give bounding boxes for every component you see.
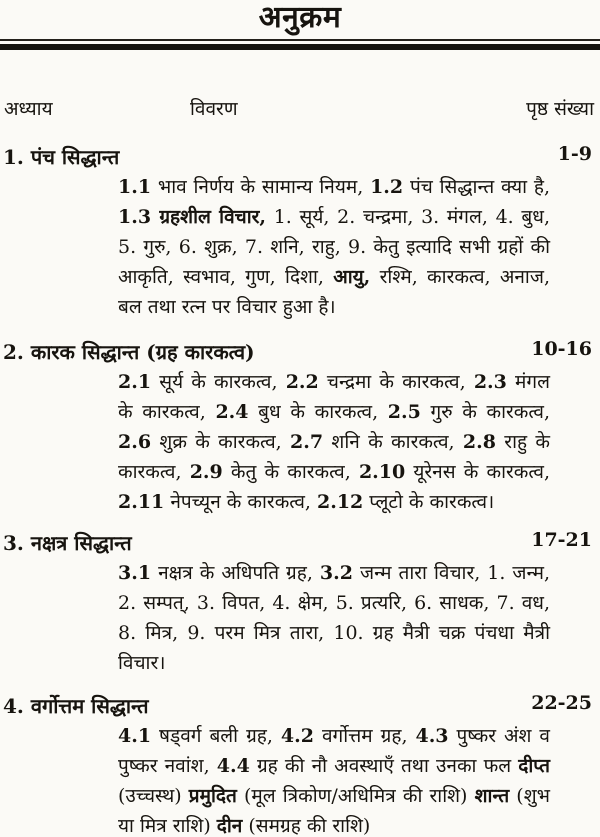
toc-entry bbox=[0, 143, 600, 322]
entry-description: 4.1 षड्वर्ग बली ग्रह, 4.2 वर्गोत्तम ग्रह, 4.3 पुष्कर अंश व पुष्कर नवांश, 4.4 ग्रह की नौ अवस्थाएँ तथा उनका फल दीप्त (उच्चस्थ) प्रमुदित (मूल त्रिकोण/अधिमित्र की राशि) शान्त (शुभ या मित्र राशि) दीन (समग्रह की राशि) bbox=[118, 725, 550, 837]
column-header-chapter: अध्याय bbox=[4, 98, 53, 120]
entry-heading-row bbox=[0, 529, 600, 555]
divider-thin-rule bbox=[0, 39, 600, 41]
entry-description: 3.1 नक्षत्र के अधिपति ग्रह, 3.2 जन्म तारा विचार, 1. जन्म, 2. सम्पत्, 3. विपत, 4. क्षेम, 5. प्रत्यरि, 6. साधक, 7. वध, 8. मित्र, 9. परम मित्र तारा, 10. ग्रह मैत्री चक्र पंचधा मैत्री विचार। bbox=[118, 562, 550, 674]
entry-heading-row bbox=[0, 692, 600, 718]
toc-column-headers bbox=[0, 95, 600, 121]
page-title: अनुक्रम bbox=[258, 0, 342, 35]
entry-title: 4. वर्गोत्तम सिद्धान्त bbox=[3, 694, 149, 718]
entry-description: 2.1 सूर्य के कारकत्व, 2.2 चन्द्रमा के कारकत्व, 2.3 मंगल के कारकत्व, 2.4 बुध के कारकत्व, 2.5 गुरु के कारकत्व, 2.6 शुक्र के कारकत्व, 2.7 शनि के कारकत्व, 2.8 राहु के कारकत्व, 2.9 केतु के कारकत्व, 2.10 यूरेनस के कारकत्व, 2.11 नेपच्यून के कारकत्व, 2.12 प्लूटो के कारकत्व। bbox=[118, 371, 551, 513]
toc-entry bbox=[0, 529, 600, 678]
entry-page-range: 1-9 bbox=[557, 143, 592, 165]
toc-entry bbox=[0, 338, 600, 517]
entry-page-range: 10-16 bbox=[531, 338, 592, 360]
column-header-page-number: पृष्ठ संख्या bbox=[526, 98, 594, 120]
toc-entry bbox=[0, 692, 600, 837]
divider-thick-rule bbox=[0, 44, 600, 50]
entry-heading-row bbox=[0, 143, 600, 169]
entry-page-range: 22-25 bbox=[531, 692, 592, 714]
entry-title: 1. पंच सिद्धान्त bbox=[3, 145, 120, 169]
column-header-description: विवरण bbox=[190, 98, 238, 120]
entry-heading-row bbox=[0, 338, 600, 364]
entry-title: 2. कारक सिद्धान्त (ग्रह कारकत्व) bbox=[3, 340, 255, 364]
entry-title: 3. नक्षत्र सिद्धान्त bbox=[3, 531, 132, 555]
entry-description: 1.1 भाव निर्णय के सामान्य नियम, 1.2 पंच सिद्धान्त क्या है, 1.3 ग्रहशील विचार, 1. सूर्य, 2. चन्द्रमा, 3. मंगल, 4. बुध, 5. गुरु, 6. शुक्र, 7. शनि, राहु, 9. केतु इत्यादि सभी ग्रहों की आकृति, स्वभाव, गुण, दिशा, आयु, रश्मि, कारकत्व, अनाज, बल तथा रत्न पर विचार हुआ है। bbox=[118, 176, 550, 318]
entry-page-range: 17-21 bbox=[531, 529, 592, 551]
